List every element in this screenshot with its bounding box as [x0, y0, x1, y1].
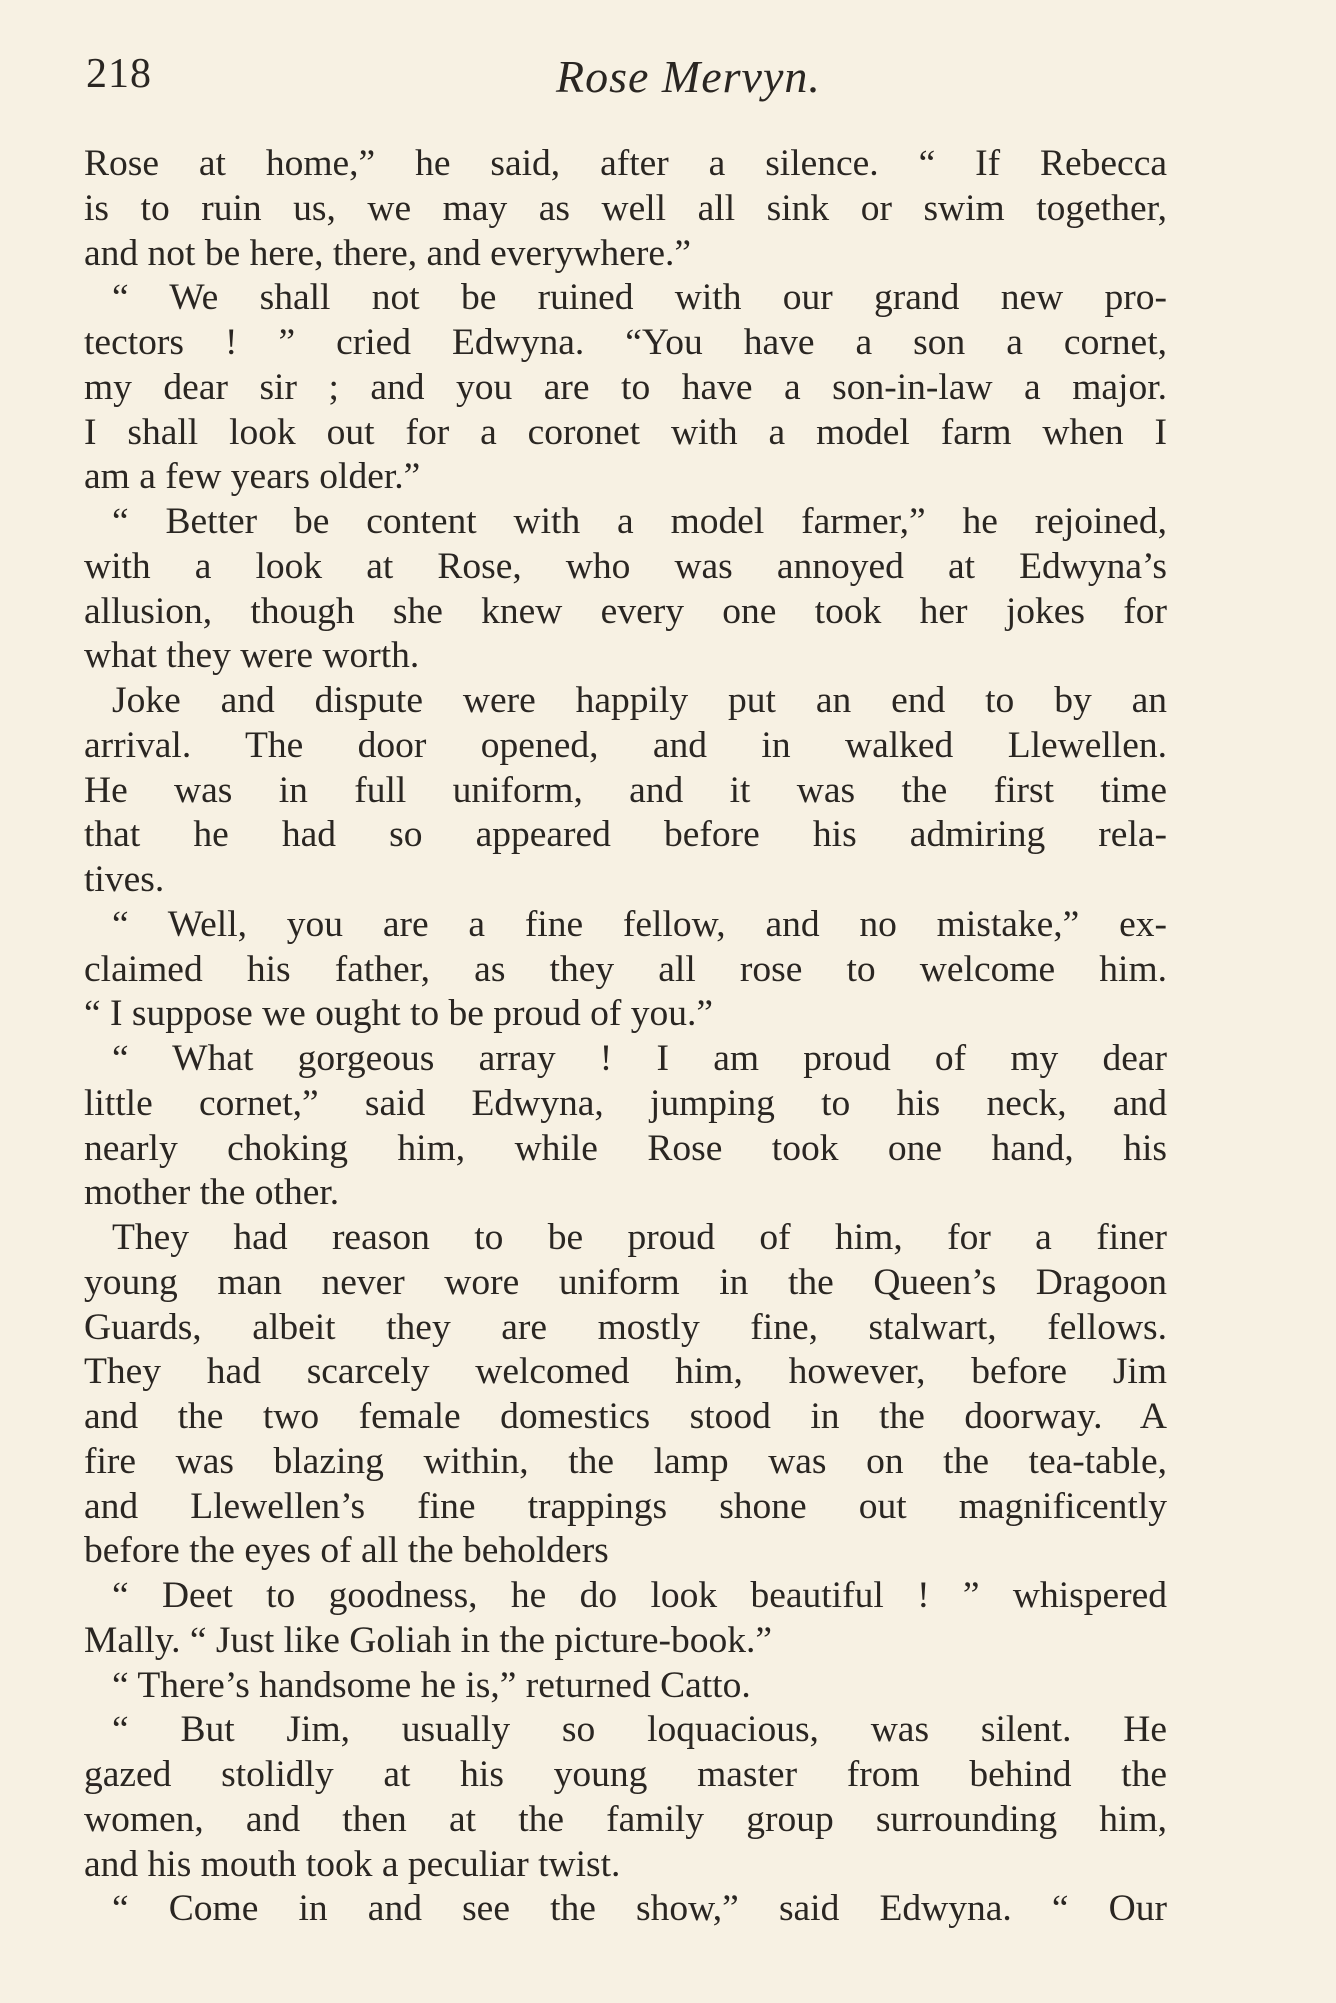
text-line: mother the other. [84, 1172, 340, 1214]
text-line: “ But Jim, usually so loquacious, was silent. He [112, 1709, 1167, 1751]
text-line: I shall look out for a coronet with a model farm when I [84, 411, 1167, 453]
text-line: He was in full uniform, and it was the first time [84, 769, 1167, 811]
text-line: nearly choking him, while Rose took one hand, his [84, 1127, 1167, 1169]
text-line: “ Well, you are a fine fellow, and no mistake,” ex- [112, 903, 1167, 945]
text-line: with a look at Rose, who was annoyed at Edwyna’s [84, 545, 1167, 587]
page-number: 218 [86, 51, 152, 97]
text-line: am a few years older.” [84, 456, 421, 498]
text-line: “ Deet to goodness, he do look beautiful ! ” whispered [112, 1575, 1167, 1616]
text-line: allusion, though she knew every one took her jokes for [84, 590, 1167, 632]
text-line: and his mouth took a peculiar twist. [84, 1843, 621, 1885]
text-line: and Llewellen’s fine trappings shone out magnificently [84, 1485, 1167, 1527]
text-line: Mally. “ Just like Goliah in the picture-book.” [84, 1619, 773, 1661]
text-line: and not be here, there, and everywhere.” [84, 232, 691, 274]
text-line: what they were worth. [84, 635, 420, 677]
text-line: arrival. The door opened, and in walked Llewellen. [84, 724, 1167, 766]
text-line: my dear sir ; and you are to have a son-in-law a major. [84, 366, 1167, 408]
text-line: “ I suppose we ought to be proud of you.” [84, 993, 714, 1035]
text-line: They had scarcely welcomed him, however, before Jim [84, 1351, 1167, 1393]
text-line: young man never wore uniform in the Queen’s Dragoon [84, 1261, 1167, 1303]
text-line: tectors ! ” cried Edwyna. “You have a son a cornet, [84, 322, 1167, 363]
text-line: tives. [84, 859, 165, 900]
body-text [84, 142, 1167, 1932]
text-line: fire was blazing within, the lamp was on the tea-table, [84, 1440, 1167, 1482]
text-line: that he had so appeared before his admiring rela- [84, 814, 1167, 856]
text-line: “ What gorgeous array ! I am proud of my dear [112, 1038, 1167, 1079]
text-line: Guards, albeit they are mostly fine, stalwart, fellows. [84, 1306, 1167, 1348]
text-line: is to ruin us, we may as well all sink or swim together, [84, 187, 1167, 229]
text-line: and the two female domestics stood in the doorway. A [84, 1396, 1167, 1437]
text-line: “ Come in and see the show,” said Edwyna. “ Our [112, 1888, 1167, 1930]
text-line: They had reason to be proud of him, for a finer [112, 1217, 1167, 1258]
running-title: Rose Mervyn. [556, 51, 821, 102]
text-line: “ We shall not be ruined with our grand new pro- [112, 277, 1167, 319]
text-line: claimed his father, as they all rose to welcome him. [84, 948, 1167, 990]
text-line: gazed stolidly at his young master from behind the [84, 1754, 1167, 1795]
text-line: “ Better be content with a model farmer,” he rejoined, [112, 501, 1167, 542]
text-line: before the eyes of all the beholders [84, 1530, 609, 1572]
text-line: Rose at home,” he said, after a silence. “ If Rebecca [84, 143, 1167, 184]
text-line: “ There’s handsome he is,” returned Catto. [112, 1664, 751, 1706]
text-line: Joke and dispute were happily put an end to by an [112, 680, 1167, 721]
text-line: women, and then at the family group surrounding him, [84, 1798, 1167, 1840]
text-line: little cornet,” said Edwyna, jumping to his neck, and [84, 1082, 1167, 1124]
running-head [86, 50, 1166, 110]
